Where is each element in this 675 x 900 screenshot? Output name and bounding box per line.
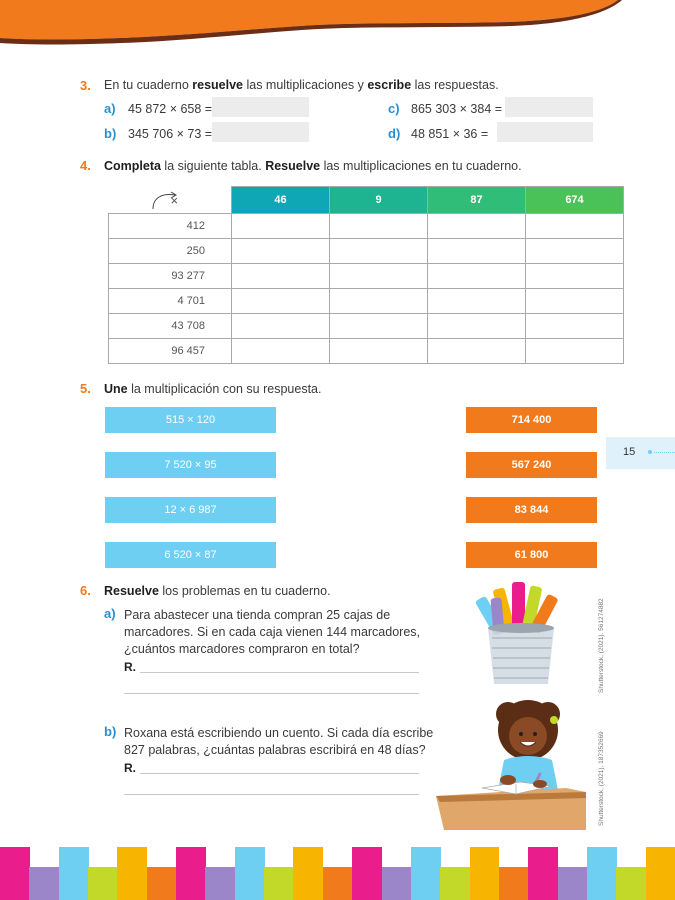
table-cell[interactable] (428, 238, 526, 263)
table-cell[interactable] (330, 238, 428, 263)
table-row (109, 288, 624, 313)
table-cell[interactable] (232, 213, 330, 238)
multiplication-card[interactable]: 6 520 × 87 (105, 542, 276, 568)
answer-card[interactable]: 83 844 (466, 497, 597, 523)
table-corner (109, 187, 232, 214)
table-header: 9 (330, 187, 428, 214)
table-cell[interactable] (232, 238, 330, 263)
exercise-6-instruction: Resuelve los problemas en tu cuaderno. (104, 584, 331, 598)
row-label: 4 701 (109, 288, 232, 313)
table-cell[interactable] (232, 288, 330, 313)
answer-card[interactable]: 714 400 (466, 407, 597, 433)
row-label: 96 457 (109, 338, 232, 363)
footer-stripe (147, 867, 177, 900)
exercise-3-instruction: En tu cuaderno resuelve las multiplicaciones y escribe las respuestas. (104, 78, 499, 92)
table-cell[interactable] (232, 338, 330, 363)
dot-icon (648, 450, 652, 454)
footer-stripe (0, 847, 30, 900)
table-cell[interactable] (428, 213, 526, 238)
page-number-tab (606, 437, 675, 469)
problem-b-text: Roxana está escribiendo un cuento. Si cada día escribe 827 palabras, ¿cuántas palabras escribirá en 48 días? (124, 726, 434, 757)
footer-stripe (382, 867, 412, 900)
exercise-4-instruction: Completa la siguiente tabla. Resuelve las multiplicaciones en tu cuaderno. (104, 159, 522, 173)
multiplication-card[interactable]: 7 520 × 95 (105, 452, 276, 478)
answer-line[interactable] (140, 672, 419, 673)
table-row (109, 263, 624, 288)
answer-box-b[interactable] (212, 122, 309, 142)
item-letter: a) (104, 101, 116, 116)
row-label: 93 277 (109, 263, 232, 288)
multiplication-table (108, 186, 624, 364)
girl-writing-illustration (436, 692, 586, 830)
table-row (109, 238, 624, 263)
footer-stripe (29, 867, 59, 900)
expression: 865 303 × 384 = (411, 102, 503, 116)
footer-stripe (352, 847, 382, 900)
table-cell[interactable] (330, 288, 428, 313)
table-cell[interactable] (232, 263, 330, 288)
table-header: 46 (232, 187, 330, 214)
table-cell[interactable] (526, 213, 624, 238)
expression: 45 872 × 658 = (128, 102, 213, 116)
footer-stripe (59, 847, 89, 900)
expression: 345 706 × 73 = (128, 127, 213, 141)
table-cell[interactable] (330, 313, 428, 338)
footer-stripe (176, 847, 206, 900)
table-row (109, 313, 624, 338)
table-cell[interactable] (232, 313, 330, 338)
page-number: 15 (623, 446, 636, 458)
table-cell[interactable] (330, 263, 428, 288)
problem-letter: b) (104, 724, 117, 739)
markers-cup-illustration (472, 578, 582, 688)
row-label: 412 (109, 213, 232, 238)
table-cell[interactable] (526, 288, 624, 313)
expression: 48 851 × 36 = (411, 127, 489, 141)
footer-stripe (499, 867, 529, 900)
table-header: 87 (428, 187, 526, 214)
table-cell[interactable] (526, 313, 624, 338)
answer-line[interactable] (124, 693, 419, 694)
footer-stripe (646, 847, 675, 900)
table-cell[interactable] (526, 238, 624, 263)
footer-stripe (88, 867, 118, 900)
footer-stripe (616, 867, 646, 900)
answer-box-c[interactable] (505, 97, 593, 117)
table-cell[interactable] (428, 288, 526, 313)
footer-stripe (117, 847, 147, 900)
problem-letter: a) (104, 606, 116, 621)
table-cell[interactable] (428, 313, 526, 338)
exercise-3-number: 3. (80, 78, 91, 93)
table-cell[interactable] (428, 338, 526, 363)
footer-stripe (411, 847, 441, 900)
table-cell[interactable] (330, 213, 428, 238)
answer-card[interactable]: 567 240 (466, 452, 597, 478)
answer-line[interactable] (140, 773, 419, 774)
table-cell[interactable] (526, 338, 624, 363)
answer-label: R. (124, 761, 136, 775)
exercise-6-number: 6. (80, 583, 91, 598)
footer-stripe (293, 847, 323, 900)
multiplication-card[interactable]: 515 × 120 (105, 407, 276, 433)
row-label: 250 (109, 238, 232, 263)
answer-label: R. (124, 660, 136, 674)
photo-credit: Shutterstock, (2021). 561274882 (598, 598, 605, 693)
footer-stripe (264, 867, 294, 900)
table-cell[interactable] (428, 263, 526, 288)
footer-stripe (470, 847, 500, 900)
table-cell[interactable] (526, 263, 624, 288)
multiplication-card[interactable]: 12 × 6 987 (105, 497, 276, 523)
footer-stripe (323, 867, 353, 900)
footer-stripe (587, 847, 617, 900)
answer-box-a[interactable] (212, 97, 309, 117)
table-row (109, 338, 624, 363)
answer-box-d[interactable] (497, 122, 593, 142)
footer-stripe (558, 867, 588, 900)
item-letter: d) (388, 126, 401, 141)
table-header: 674 (526, 187, 624, 214)
table-cell[interactable] (330, 338, 428, 363)
exercise-5-instruction: Une la multiplicación con su respuesta. (104, 382, 322, 396)
footer-stripe (205, 867, 235, 900)
item-letter: c) (388, 101, 400, 116)
table-row (109, 213, 624, 238)
problem-a-text: Para abastecer una tienda compran 25 cajas de marcadores. Si en cada caja vienen 144 marcadores, ¿cuántos marcadores compraron en total? (124, 608, 420, 656)
answer-card[interactable]: 61 800 (466, 542, 597, 568)
times-symbol: × (170, 192, 179, 208)
header-wave (0, 0, 675, 50)
dotted-line (654, 452, 675, 453)
exercise-5-number: 5. (80, 381, 91, 396)
footer-stripe (528, 847, 558, 900)
footer-stripe (235, 847, 265, 900)
footer-stripe (440, 867, 470, 900)
exercise-4-number: 4. (80, 158, 91, 173)
row-label: 43 708 (109, 313, 232, 338)
photo-credit: Shutterstock, (2021). 187352669 (598, 731, 605, 826)
item-letter: b) (104, 126, 117, 141)
answer-line[interactable] (124, 794, 419, 795)
